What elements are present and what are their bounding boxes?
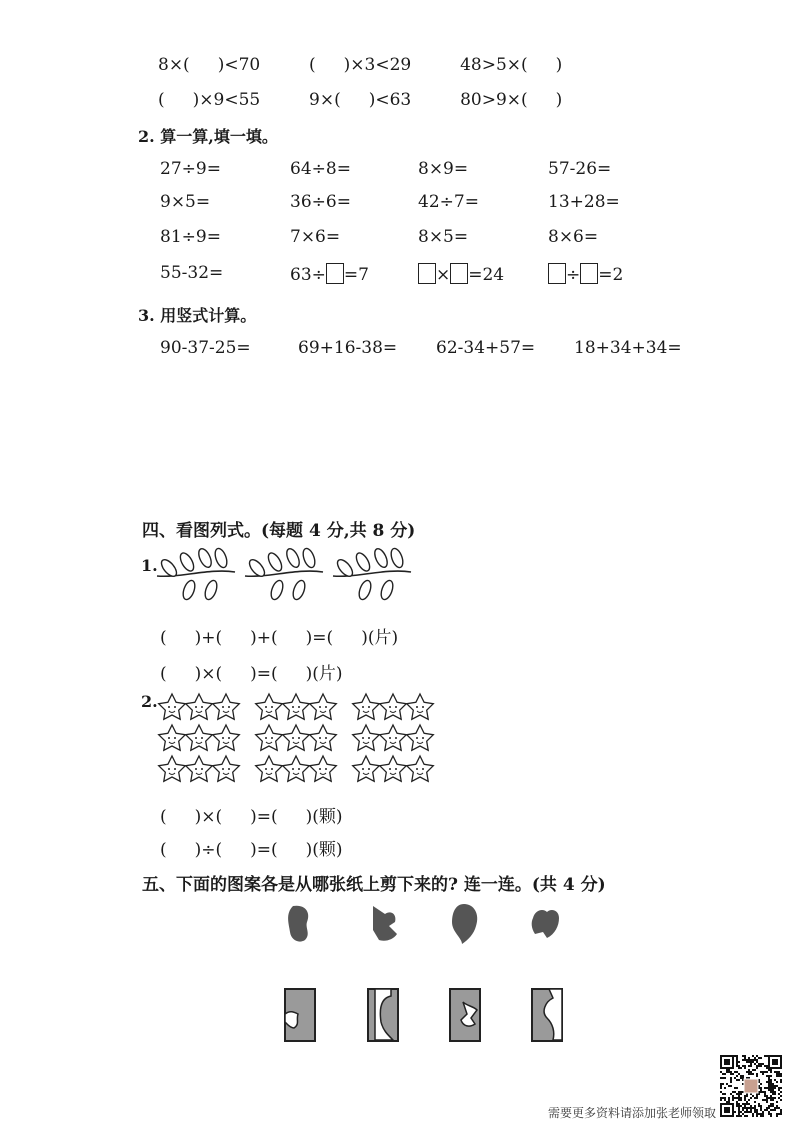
ineq-text: ( [158,90,165,110]
ineq-text: )×3<29 [343,55,412,75]
smiling-star [283,694,310,719]
q2-title: 2. 算一算,填一填。 [138,127,278,146]
q2-cell: 42÷7= [418,192,479,212]
smiling-star [213,694,240,719]
smiling-star [380,694,407,719]
q2-cell: 9×5= [160,192,211,212]
inequality-row-2 [158,90,562,110]
p1-line2: ( )×( )=( )(片) [160,664,343,684]
q2-cell: 13+28= [548,192,620,212]
answer-box[interactable] [450,263,468,284]
q2-cell: 8×6= [548,227,599,247]
leaf [269,579,285,601]
star-groups-illustration [158,692,448,788]
p2-line1: ( )×( )=( )(颗) [160,807,343,827]
answer-box[interactable] [548,263,566,284]
q2-cell: 27÷9= [160,159,221,179]
q3-item: 90-37-25= [160,338,251,358]
smiling-star [310,694,337,719]
smiling-star [159,725,186,750]
ineq-text: )×9<55 [192,90,261,110]
q2-cell: 55-32= [160,263,224,283]
leaf [266,551,285,573]
q2-cell: 64÷8= [290,159,351,179]
ineq-text: 9×( [309,90,341,110]
leaf [372,547,390,569]
section4-heading: 四、看图列式。(每题 4 分,共 8 分) [142,521,416,541]
leaf-branch [157,547,235,601]
q2-cell: 7×6= [290,227,341,247]
smiling-star [186,725,213,750]
q3-item: 62-34+57= [436,338,536,358]
leaf [203,579,219,601]
q2-cell: 81÷9= [160,227,221,247]
smiling-star [407,756,434,781]
q2-cell-blank: 63÷ =7 [290,265,369,285]
smiling-star [186,694,213,719]
leaf [196,547,214,569]
smiling-star [353,725,380,750]
paper-with-hole-3[interactable] [449,988,481,1042]
smiling-star [407,725,434,750]
leaf [389,547,405,569]
answer-box[interactable] [580,263,598,284]
smiling-star [256,725,283,750]
smiling-star [283,725,310,750]
smiling-star [380,756,407,781]
smiling-star [159,694,186,719]
smiling-star [159,756,186,781]
cutout-shape-2[interactable] [367,904,401,944]
cutout-shape-1[interactable] [285,904,315,944]
smiling-star [310,725,337,750]
leaf [181,579,197,601]
leaf [301,547,317,569]
smiling-star [407,694,434,719]
paper-with-hole-1[interactable] [284,988,316,1042]
smiling-star [213,725,240,750]
smiling-star [353,694,380,719]
paper-with-hole-4[interactable] [531,988,563,1042]
leaf [379,579,395,601]
leaf-branch [333,547,411,601]
smiling-star [256,694,283,719]
problem-2-number: 2. [141,692,158,711]
leaf [291,579,307,601]
leaf [284,547,302,569]
leaf-branch [245,547,323,601]
cutout-shape-4[interactable] [529,908,563,944]
q2-cell: 36÷6= [290,192,351,212]
q2-cell: 57-26= [548,159,612,179]
section5-heading: 五、下面的图案各是从哪张纸上剪下来的? 连一连。(共 4 分) [142,875,606,895]
leaf [178,551,197,573]
q3-title: 3. 用竖式计算。 [138,306,257,325]
q3-item: 18+34+34= [574,338,682,358]
leaf [354,551,373,573]
q2-cell-blank: × =24 [418,263,504,285]
smiling-star [186,756,213,781]
ineq-text: ) [555,90,563,110]
answer-box[interactable] [326,263,344,284]
q2-cell: 8×9= [418,159,469,179]
inequality-row-1 [158,55,562,75]
smiling-star [310,756,337,781]
ineq-text: 80>9×( [460,90,528,110]
footer-note: 需要更多资料请添加张老师领取 [548,1106,717,1120]
smiling-star [353,756,380,781]
leaf-branch-illustration [155,548,415,618]
q2-cell: 8×5= [418,227,469,247]
ineq-text: )<70 [217,55,261,75]
qr-code [720,1055,782,1117]
p1-line1: ( )+( )+( )=( )(片) [160,628,399,648]
ineq-text: ( [309,55,316,75]
cutout-shape-3[interactable] [448,902,482,946]
ineq-text: 48>5×( [460,55,528,75]
p2-line2: ( )÷( )=( )(颗) [160,840,343,860]
ineq-text: )<63 [368,90,412,110]
leaf [357,579,373,601]
q3-item: 69+16-38= [298,338,398,358]
answer-box[interactable] [418,263,436,284]
smiling-star [380,725,407,750]
ineq-text: 8×( [158,55,190,75]
smiling-star [256,756,283,781]
smiling-star [283,756,310,781]
problem-1-number: 1. [141,556,158,575]
paper-with-hole-2[interactable] [367,988,399,1042]
smiling-star [213,756,240,781]
leaf [213,547,229,569]
ineq-text: ) [555,55,563,75]
q2-cell-blank: ÷ =2 [548,263,623,285]
